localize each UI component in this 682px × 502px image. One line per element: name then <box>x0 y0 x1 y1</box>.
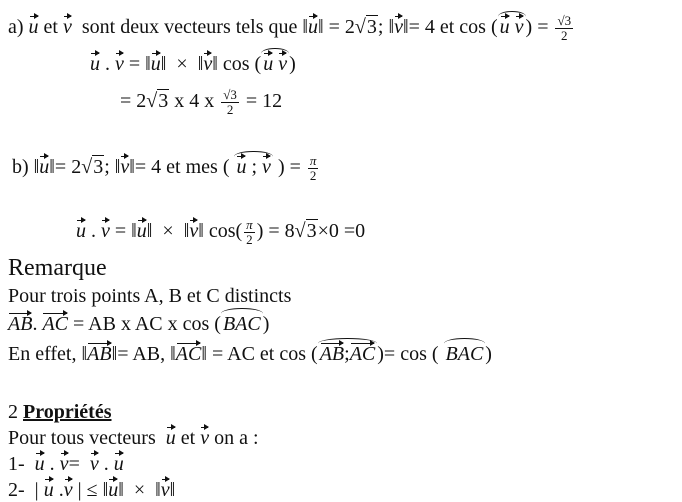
part-b-label: b) <box>12 156 29 179</box>
remark-line2: AB. AC = AB x AC x cos ( BAC ) <box>8 313 270 335</box>
part-a-line3: = 2√3 x 4 x $\frac{√3}{2}$ = 12 <box>120 87 283 117</box>
fraction-sqrt3-over-2: $\frac{√3}{2}$ <box>557 13 572 43</box>
props-title: Propriétés <box>23 401 112 423</box>
sqrt-symbol: √3 <box>354 16 377 39</box>
fraction-pi-over-2: $\frac{\pi}{2}$ <box>309 153 317 183</box>
part-a-line2: u . v = ‖u‖ × ‖v‖ cos ( u v ) <box>90 53 296 75</box>
vector-AB: AB <box>8 313 33 335</box>
remark-line1: Pour trois points A, B et C distincts <box>8 285 292 307</box>
vector-u: u <box>28 16 39 39</box>
remark-line3: En effet, ‖AB‖= AB, ‖AC‖ = AC et cos ( AB;AC )= cos ( BAC ) <box>8 343 492 365</box>
part-b-line2: u . v = ‖u‖ × ‖v‖ cos( $\frac{\pi}{2}$ ) = 8√3×0 =0 <box>76 217 366 247</box>
props-item-1: 1- u . v= v . u <box>8 453 124 475</box>
angle-uv: u v <box>499 16 524 39</box>
part-a-line1: a) u et v sont deux vecteurs tels que ‖u‖ = 2√3; ‖v‖= 4 et cos ( u v ) = $\frac{√3}{2}$ <box>8 13 572 43</box>
vector-AC: AC <box>42 313 68 335</box>
props-heading <box>8 400 112 424</box>
part-b-line1: b) ‖u‖= 2√3; ‖v‖= 4 et mes ( u ; v ) = $\frac{\pi}{2}$ <box>12 153 317 183</box>
props-intro: Pour tous vecteurs u et v on a : <box>8 427 259 449</box>
props-number: 2 <box>8 401 18 423</box>
angle-BAC: BAC <box>222 313 261 335</box>
vector-v: v <box>62 16 72 39</box>
part-a-label: a) <box>8 16 24 39</box>
remark-title: Remarque <box>8 255 107 281</box>
props-item-2: 2- | u .v | ≤ ‖u‖ × ‖v‖ <box>8 479 176 501</box>
result-12: = 12 <box>245 90 283 113</box>
